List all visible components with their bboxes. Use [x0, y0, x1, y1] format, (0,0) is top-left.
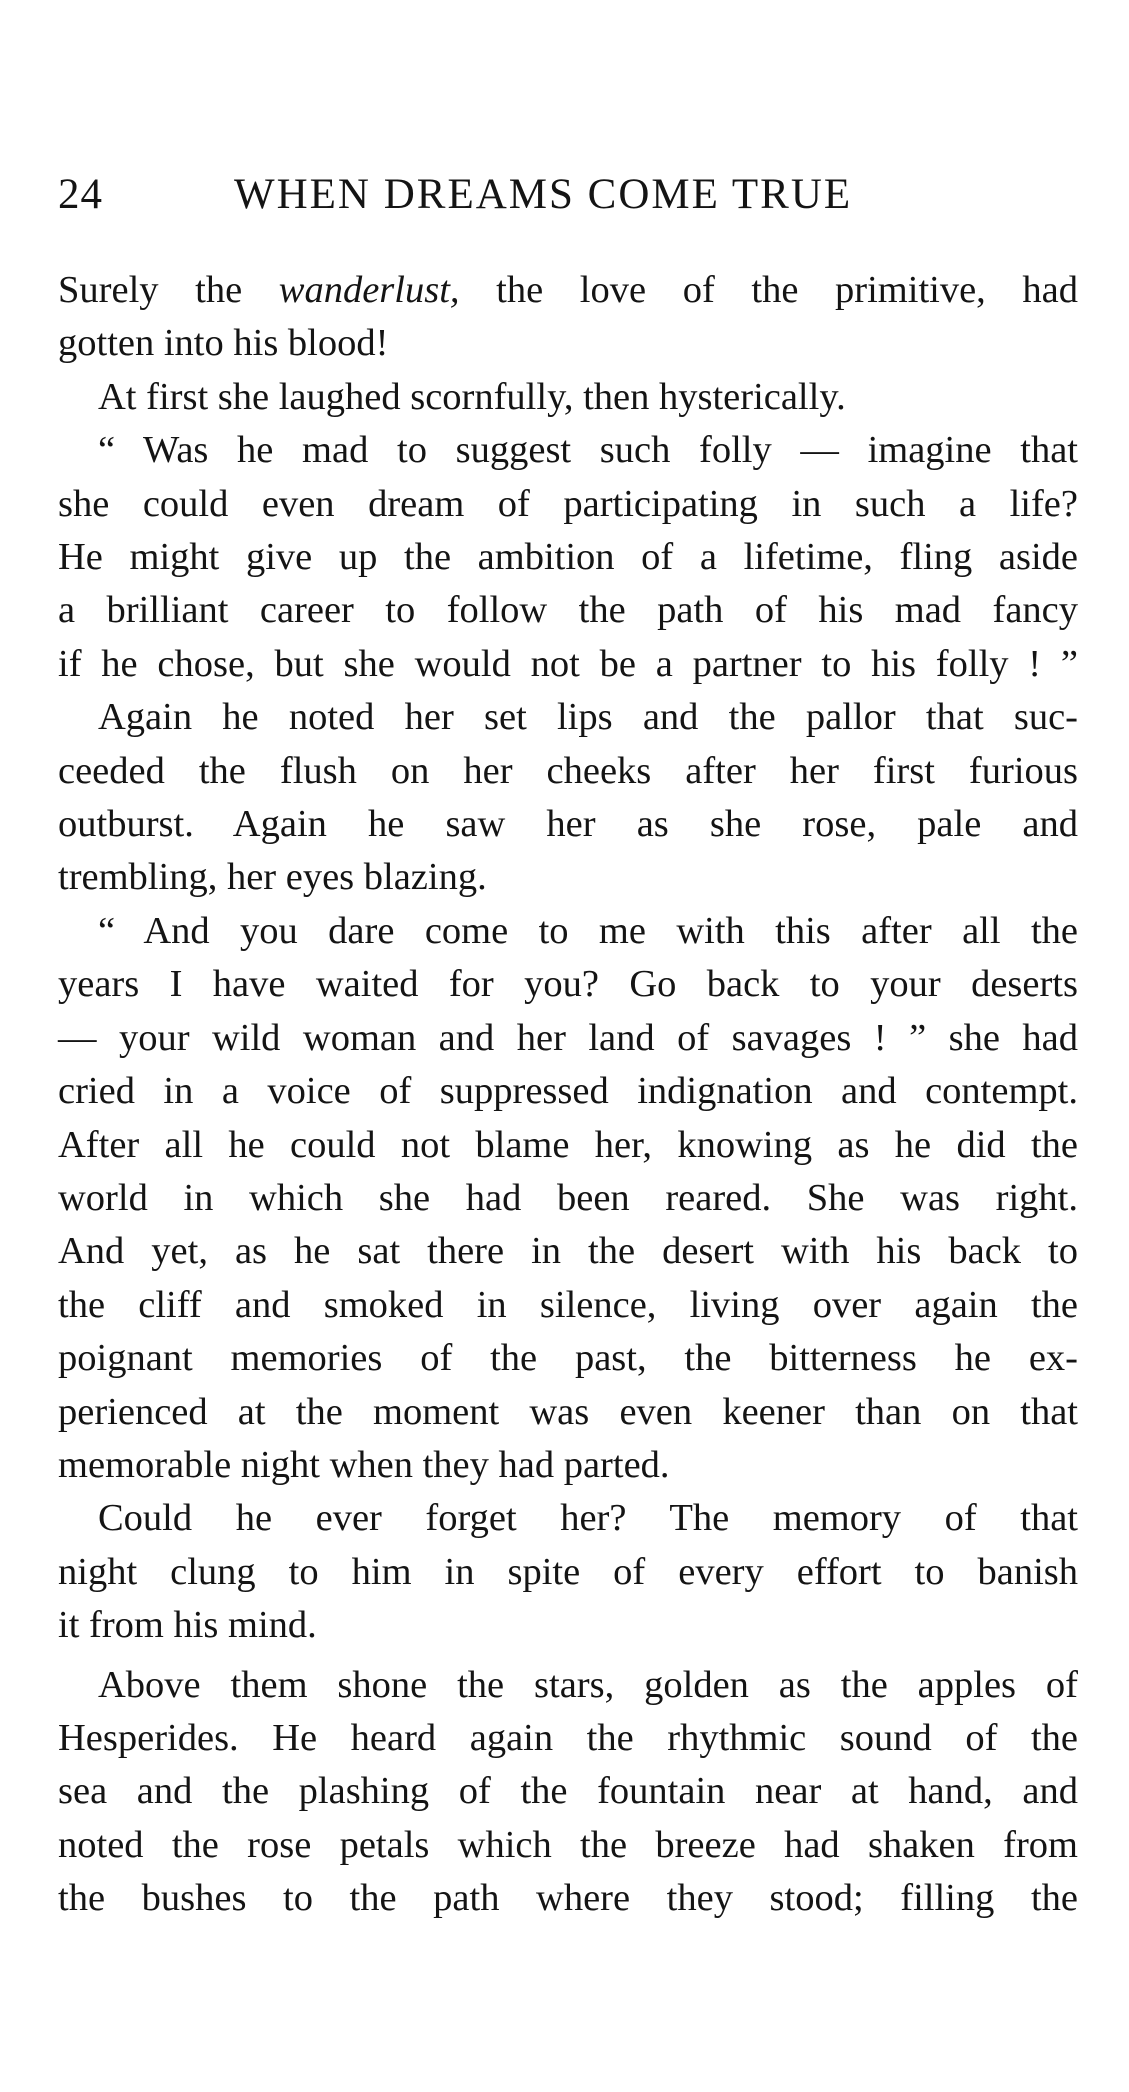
text-line: — your wild woman and her land of savages ! ” she had	[58, 1016, 1078, 1059]
text-line: gotten into his blood!	[58, 322, 389, 365]
text-line: He might give up the ambition of a lifetime, fling aside	[58, 536, 1078, 579]
text-line: Surely the wanderlust, the love of the primitive, had	[58, 269, 1078, 311]
text-line: world in which she had been reared. She was right.	[58, 1176, 1078, 1219]
text-line: trembling, her eyes blazing.	[58, 856, 487, 899]
text-line: Hesperides. He heard again the rhythmic sound of the	[58, 1716, 1078, 1759]
paragraph	[58, 691, 1078, 905]
text-line: cried in a voice of suppressed indignation and contempt.	[58, 1070, 1078, 1113]
paragraph	[58, 1492, 1078, 1652]
text-line: sea and the plashing of the fountain near at hand, and	[58, 1770, 1078, 1813]
text-line: poignant memories of the past, the bitterness he ex-	[58, 1337, 1078, 1380]
text-line: a brilliant career to follow the path of his mad fancy	[58, 589, 1078, 632]
text-line: night clung to him in spite of every effort to banish	[58, 1550, 1078, 1593]
text-line: noted the rose petals which the breeze had shaken from	[58, 1823, 1078, 1866]
text-line: it from his mind.	[58, 1604, 317, 1647]
book-title: WHEN DREAMS COME TRUE	[234, 171, 853, 218]
text-line: “ And you dare come to me with this after all the	[98, 909, 1078, 952]
text-line: Again he noted her set lips and the pallor that suc-	[98, 696, 1078, 739]
text-line: After all he could not blame her, knowing as he did the	[58, 1123, 1078, 1166]
paragraph	[58, 905, 1078, 1492]
text-line: she could even dream of participating in such a life?	[58, 482, 1078, 525]
italic-word: wanderlust,	[278, 269, 460, 311]
running-head	[58, 170, 1078, 230]
text-line: memorable night when they had parted.	[58, 1443, 670, 1486]
text-line: Could he ever forget her? The memory of that	[98, 1497, 1078, 1540]
paragraph	[58, 371, 1078, 424]
book-page	[58, 170, 1078, 1926]
paragraph	[58, 424, 1078, 691]
text-line: And yet, as he sat there in the desert with his back to	[58, 1230, 1078, 1273]
body-text	[58, 264, 1078, 1926]
paragraph	[58, 1659, 1078, 1926]
text-line: if he chose, but she would not be a partner to his folly ! ”	[58, 642, 1078, 685]
text-line: years I have waited for you? Go back to your deserts	[58, 963, 1078, 1006]
text-line: the cliff and smoked in silence, living over again the	[58, 1283, 1078, 1326]
text-line: perienced at the moment was even keener than on that	[58, 1390, 1078, 1433]
paragraph	[58, 264, 1078, 371]
text-line: “ Was he mad to suggest such folly — imagine that	[98, 429, 1078, 472]
text-line: outburst. Again he saw her as she rose, pale and	[58, 803, 1078, 846]
text-line: the bushes to the path where they stood; filling the	[58, 1877, 1078, 1920]
text-line: Above them shone the stars, golden as the apples of	[98, 1663, 1078, 1706]
text-line: ceeded the flush on her cheeks after her first furious	[58, 749, 1078, 792]
text-line: At first she laughed scornfully, then hysterically.	[98, 375, 846, 418]
page-number: 24	[58, 171, 103, 218]
